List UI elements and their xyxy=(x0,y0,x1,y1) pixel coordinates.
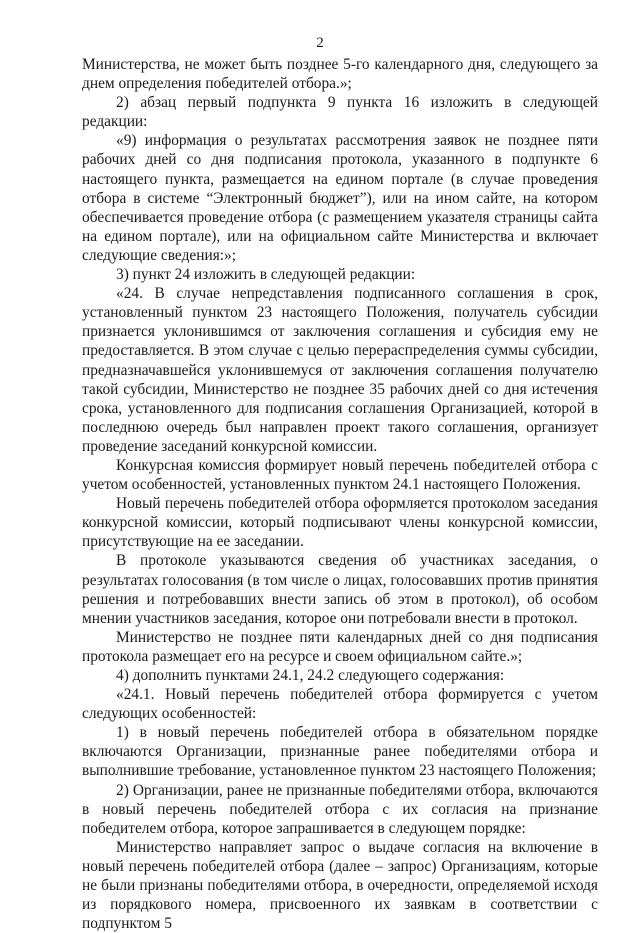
paragraph-new-list-protocol: Новый перечень победителей отбора оформляется протоколом заседания конкурсной комиссии, который подписывают члены конкурсной комиссии, присутствующие на ее заседании. xyxy=(82,495,598,551)
paragraph-ministry-request: Министерство направляет запрос о выдаче согласия на включение в новый перечень победителей отбора (далее – запрос) Организациям, которые не были признаны победителями отбора, в очередности, определяемой исходя из порядкового номера, присвоенного их заявкам в соответствии с подпунктом 5 xyxy=(82,838,598,933)
page-number: 2 xyxy=(316,35,324,51)
paragraph-subitem-9-text: «9) информация о результатах рассмотрения заявок не позднее пяти рабочих дней со дня подписания протокола, указанного в подпункте 6 настоящего пункта, размещается на едином портале (в случае проведения отбора в системе “Электронный бюджет”), или на ином сайте, на котором обеспечивается проведение отбора (с размещением указателя страницы сайта на едином портале), или на официальном сайте Министерства и включает следующие сведения:»; xyxy=(82,132,598,264)
paragraph-commission-list: Конкурсная комиссия формирует новый перечень победителей отбора с учетом особенностей, установленных пунктом 24.1 настоящего Положения. xyxy=(82,456,598,494)
paragraph-subitem-2: 2) Организации, ранее не признанные победителями отбора, включаются в новый перечень победителей отбора с их согласия на признание победителем отбора, которое запрашивается в следующем порядке: xyxy=(82,781,598,837)
paragraph-subitem-1: 1) в новый перечень победителей отбора в обязательном порядке включаются Организации, признанные ранее победителями отбора и выполнившие требование, установленное пунктом 23 настоящего Положения; xyxy=(82,724,598,780)
paragraph-amendment-4: 4) дополнить пунктами 24.1, 24.2 следующего содержания: xyxy=(116,667,505,684)
paragraph-amendment-2: 2) абзац первый подпункта 9 пункта 16 изложить в следующей редакции: xyxy=(82,94,598,131)
paragraph-item-24: «24. В случае непредставления подписанного соглашения в срок, установленный пунктом 23 настоящего Положения, получатель субсидии признается уклонившимся от заключения соглашения и субсидия ему не предоставляется. В этом случае с целью перераспределения суммы субсидии, предназначавшейся уклонившемуся от заключения соглашения получателю такой субсидии, Министерство не позднее 35 рабочих дней со дня истечения срока, установленного для подписания соглашения Организацией, которой в последнюю очередь был направлен проект такого соглашения, организует проведение заседаний конкурсной комиссии. xyxy=(82,285,598,455)
paragraph-amendment-3: 3) пункт 24 изложить в следующей редакции: xyxy=(116,266,416,284)
paragraph-item-24-1: «24.1. Новый перечень победителей отбора формируется с учетом следующих особенностей: xyxy=(82,686,598,723)
document-body xyxy=(82,55,598,933)
paragraph-protocol-contents: В протоколе указываются сведения об участниках заседания, о результатах голосования (в том числе о лицах, голосовавших против принятия решения и потребовавших внести запись об этом в протокол), об особом мнении участников заседания, которое они потребовали внести в протокол. xyxy=(82,552,598,627)
paragraph-protocol-publication: Министерство не позднее пяти календарных дней со дня подписания протокола размещает его на ресурсе и своем официальном сайте.»; xyxy=(82,628,598,665)
paragraph-continuation: Министерства, не может быть позднее 5-го календарного дня, следующего за днем определения победителей отбора.»; xyxy=(82,56,598,93)
